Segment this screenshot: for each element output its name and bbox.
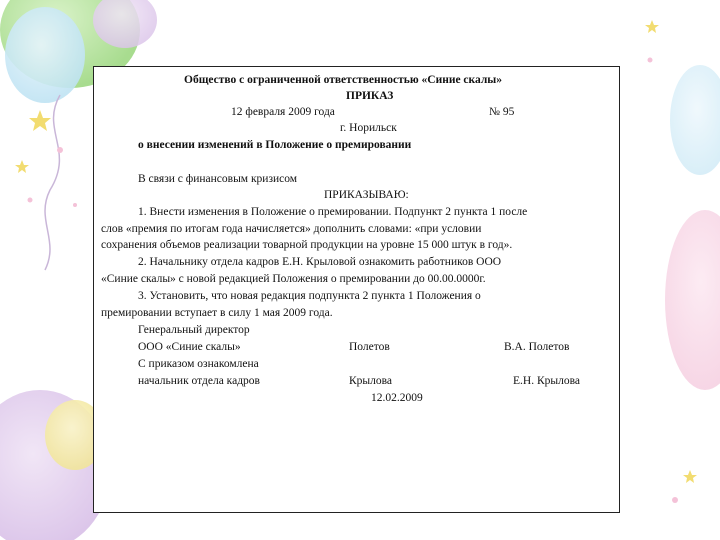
balloon-blue-right xyxy=(670,65,720,175)
preamble: В связи с финансовым кризисом xyxy=(138,173,298,185)
balloon-string xyxy=(45,95,60,270)
item1-line3: сохранения объемов реализации товарной продукции на уровне 15 000 штук в год». xyxy=(101,239,513,251)
item2-line2: «Синие скалы» с новой редакцией Положения о премировании до 00.00.0000г. xyxy=(101,273,486,285)
order-document xyxy=(93,66,620,513)
order-subject: о внесении изменений в Положение о премировании xyxy=(138,139,412,151)
order-word: ПРИКАЗЫВАЮ: xyxy=(324,189,409,201)
balloon-pink xyxy=(665,210,720,390)
item2-line1: 2. Начальнику отдела кадров Е.Н. Крыловой ознакомить работников ООО xyxy=(138,256,502,268)
acknowledgement-sign: Крылова xyxy=(349,375,393,387)
item3-line2: премировании вступает в силу 1 мая 2009 года. xyxy=(101,307,333,319)
signature-position-line2: ООО «Синие скалы» xyxy=(138,341,241,353)
acknowledgement-date: 12.02.2009 xyxy=(371,392,423,404)
acknowledgement-line1: С приказом ознакомлена xyxy=(138,358,259,370)
item1-line1: 1. Внести изменения в Положение о премировании. Подпункт 2 пункта 1 после xyxy=(138,206,528,218)
order-number: № 95 xyxy=(489,106,515,118)
signature-name: В.А. Полетов xyxy=(504,341,570,353)
acknowledgement-position: начальник отдела кадров xyxy=(138,375,260,387)
signature-position-line1: Генеральный директор xyxy=(138,324,250,336)
acknowledgement-name: Е.Н. Крылова xyxy=(513,375,580,387)
org-name: Общество с ограниченной ответственностью «Синие скалы» xyxy=(184,74,503,86)
doc-type: ПРИКАЗ xyxy=(346,90,394,102)
balloon-blue xyxy=(5,7,85,103)
item1-line2: слов «премия по итогам года начисляется» дополнить словами: «при условии xyxy=(101,223,482,235)
item3-line1: 3. Установить, что новая редакция подпункта 2 пункта 1 Положения о xyxy=(138,290,481,302)
signature-sign: Полетов xyxy=(349,341,390,353)
order-city: г. Норильск xyxy=(340,122,397,134)
order-date: 12 февраля 2009 года xyxy=(231,106,335,118)
